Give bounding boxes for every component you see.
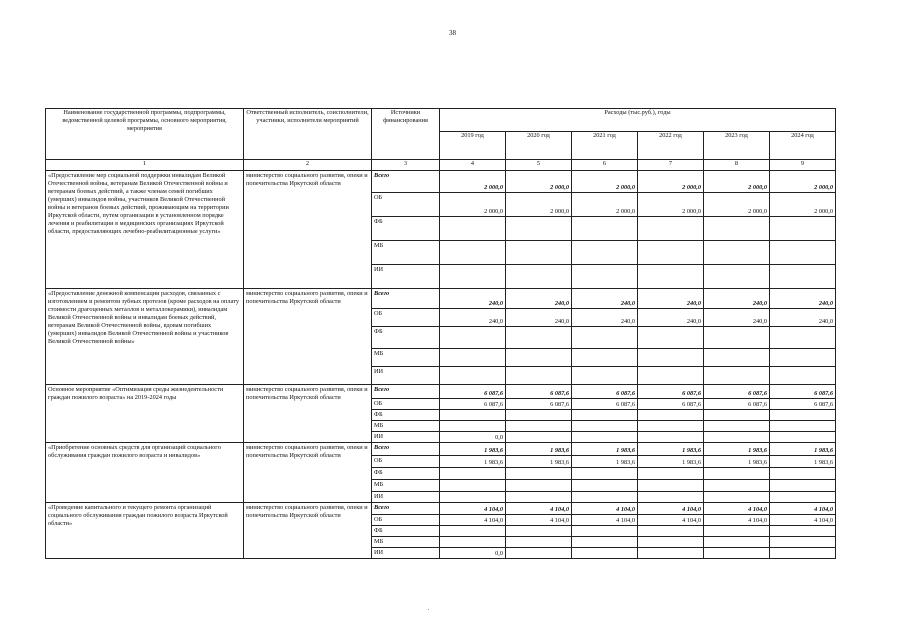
amount-cell: 240,0 xyxy=(770,289,836,309)
amount-cell xyxy=(770,468,836,480)
amount-cell: 4 104,0 xyxy=(770,515,836,526)
amount-cell xyxy=(440,421,506,432)
amount-cell xyxy=(572,241,638,265)
amount-cell xyxy=(638,468,704,480)
column-number: 2 xyxy=(244,160,372,171)
amount-cell: 2 000,0 xyxy=(770,193,836,217)
amount-cell: 2 000,0 xyxy=(770,171,836,193)
amount-cell xyxy=(440,492,506,503)
funding-source: ФБ xyxy=(372,217,440,241)
funding-source: ОБ xyxy=(372,515,440,526)
funding-source: ФБ xyxy=(372,410,440,421)
amount-cell: 6 087,6 xyxy=(572,399,638,410)
funding-source: МБ xyxy=(372,349,440,367)
funding-source: ИИ xyxy=(372,548,440,559)
amount-cell xyxy=(704,241,770,265)
amount-cell xyxy=(770,327,836,349)
amount-cell xyxy=(638,367,704,385)
amount-cell: 4 104,0 xyxy=(440,503,506,515)
amount-cell xyxy=(770,217,836,241)
amount-cell xyxy=(506,526,572,537)
funding-source: ФБ xyxy=(372,327,440,349)
amount-cell: 6 087,6 xyxy=(506,385,572,399)
amount-cell: 4 104,0 xyxy=(638,515,704,526)
amount-cell xyxy=(506,421,572,432)
amount-cell xyxy=(638,410,704,421)
amount-cell: 240,0 xyxy=(440,289,506,309)
amount-cell: 2 000,0 xyxy=(506,171,572,193)
amount-cell xyxy=(440,468,506,480)
amount-cell xyxy=(506,217,572,241)
amount-cell xyxy=(440,349,506,367)
funding-source: ОБ xyxy=(372,193,440,217)
amount-cell xyxy=(770,492,836,503)
amount-cell xyxy=(572,410,638,421)
amount-cell: 6 087,6 xyxy=(638,385,704,399)
amount-cell: 1 983,6 xyxy=(506,443,572,456)
amount-cell: 1 983,6 xyxy=(770,443,836,456)
amount-cell xyxy=(770,421,836,432)
column-number: 3 xyxy=(372,160,440,171)
amount-cell xyxy=(572,367,638,385)
page-number: 38 xyxy=(449,29,456,37)
column-number: 9 xyxy=(770,160,836,171)
amount-cell: 240,0 xyxy=(770,309,836,327)
amount-cell xyxy=(506,327,572,349)
funding-source: МБ xyxy=(372,241,440,265)
amount-cell xyxy=(638,537,704,548)
amount-cell: 240,0 xyxy=(638,289,704,309)
amount-cell xyxy=(704,537,770,548)
table-row xyxy=(46,385,836,399)
amount-cell xyxy=(638,265,704,289)
header-year: 2022 год xyxy=(638,132,704,160)
amount-cell xyxy=(704,349,770,367)
amount-cell xyxy=(506,432,572,443)
amount-cell: 240,0 xyxy=(704,289,770,309)
amount-cell xyxy=(638,492,704,503)
header-year: 2023 год xyxy=(704,132,770,160)
amount-cell xyxy=(506,468,572,480)
amount-cell: 240,0 xyxy=(506,309,572,327)
amount-cell xyxy=(704,432,770,443)
amount-cell: 0,0 xyxy=(440,548,506,559)
funding-source: МБ xyxy=(372,480,440,492)
column-numbers-row xyxy=(46,160,836,171)
amount-cell xyxy=(506,537,572,548)
responsible-executor: министерство социального развития, опеки и попечительства Иркутской области xyxy=(244,385,372,443)
amount-cell xyxy=(770,432,836,443)
amount-cell xyxy=(770,480,836,492)
funding-source: ИИ xyxy=(372,265,440,289)
amount-cell xyxy=(770,526,836,537)
amount-cell xyxy=(770,548,836,559)
header-row xyxy=(46,109,836,132)
amount-cell: 6 087,6 xyxy=(770,399,836,410)
financing-table xyxy=(45,108,836,559)
amount-cell: 6 087,6 xyxy=(440,385,506,399)
responsible-executor: министерство социального развития, опеки и попечительства Иркутской области xyxy=(244,289,372,385)
measure-name: «Проведение капитального и текущего ремонта организаций социального обслуживания граждан пожилого возраста Иркутской области» xyxy=(46,503,244,559)
amount-cell xyxy=(506,548,572,559)
amount-cell xyxy=(572,468,638,480)
amount-cell: 1 983,6 xyxy=(572,443,638,456)
amount-cell xyxy=(704,526,770,537)
amount-cell xyxy=(572,492,638,503)
funding-source: Всего xyxy=(372,443,440,456)
header-col-responsible: Ответственный исполнитель, соисполнители, участники, исполнители мероприятий xyxy=(244,109,372,160)
amount-cell: 2 000,0 xyxy=(638,193,704,217)
amount-cell: 2 000,0 xyxy=(704,171,770,193)
amount-cell xyxy=(770,367,836,385)
amount-cell: 6 087,6 xyxy=(572,385,638,399)
amount-cell: 4 104,0 xyxy=(506,515,572,526)
header-expenses: Расходы (тыс.руб.), годы xyxy=(440,109,836,132)
amount-cell: 6 087,6 xyxy=(704,399,770,410)
amount-cell xyxy=(440,410,506,421)
amount-cell: 4 104,0 xyxy=(704,503,770,515)
amount-cell: 6 087,6 xyxy=(770,385,836,399)
funding-source: МБ xyxy=(372,421,440,432)
amount-cell xyxy=(770,349,836,367)
header-year: 2020 год xyxy=(506,132,572,160)
amount-cell xyxy=(440,241,506,265)
amount-cell: 2 000,0 xyxy=(440,193,506,217)
amount-cell xyxy=(638,327,704,349)
column-number: 6 xyxy=(572,160,638,171)
amount-cell: 1 983,6 xyxy=(440,443,506,456)
amount-cell xyxy=(704,217,770,241)
funding-source: ФБ xyxy=(372,526,440,537)
amount-cell: 1 983,6 xyxy=(638,443,704,456)
amount-cell: 4 104,0 xyxy=(572,503,638,515)
amount-cell: 6 087,6 xyxy=(704,385,770,399)
header-col-sources: Источники финансирования xyxy=(372,109,440,160)
amount-cell: 240,0 xyxy=(572,289,638,309)
amount-cell: 2 000,0 xyxy=(506,193,572,217)
column-number: 5 xyxy=(506,160,572,171)
amount-cell: 1 983,6 xyxy=(506,456,572,468)
amount-cell xyxy=(704,327,770,349)
amount-cell xyxy=(638,480,704,492)
amount-cell xyxy=(638,217,704,241)
measure-name: Основное мероприятие «Оптимизация среды жизнедеятельности граждан пожилого возраста» на 2019-2024 годы xyxy=(46,385,244,443)
funding-source: ФБ xyxy=(372,468,440,480)
amount-cell xyxy=(572,217,638,241)
responsible-executor: министерство социального развития, опеки и попечительства Иркутской области xyxy=(244,443,372,503)
amount-cell: 2 000,0 xyxy=(638,171,704,193)
funding-source: ОБ xyxy=(372,399,440,410)
amount-cell xyxy=(506,241,572,265)
amount-cell xyxy=(572,480,638,492)
amount-cell: 4 104,0 xyxy=(704,515,770,526)
amount-cell: 240,0 xyxy=(440,309,506,327)
amount-cell: 6 087,6 xyxy=(440,399,506,410)
header-col-name: Наименование государственной программы, подпрограммы, ведомственной целевой программы, основного мероприятия, мероприятия xyxy=(46,109,244,160)
amount-cell xyxy=(572,432,638,443)
amount-cell xyxy=(440,537,506,548)
table-row xyxy=(46,289,836,309)
amount-cell xyxy=(638,432,704,443)
amount-cell xyxy=(572,421,638,432)
funding-source: Всего xyxy=(372,385,440,399)
column-number: 4 xyxy=(440,160,506,171)
amount-cell: 240,0 xyxy=(572,309,638,327)
amount-cell xyxy=(770,241,836,265)
scan-speck xyxy=(428,609,429,610)
header-year: 2024 год xyxy=(770,132,836,160)
funding-source: Всего xyxy=(372,289,440,309)
amount-cell xyxy=(638,349,704,367)
amount-cell: 0,0 xyxy=(440,432,506,443)
amount-cell xyxy=(704,367,770,385)
measure-name: «Предоставление мер социальной поддержки инвалидам Великой Отечественной войны, ветеранам Великой Отечественной войны и ветеранам боевых действий, а также членам семей погибших (умерших) инвалидов войны, участников Великой Отечественной войны и ветеранов боевых действий, проживающим на территории Иркутской области, путем организации в установленном порядке лечения и реабилитации в медицинских организациях Иркутской области, предоставляющих лечебно-реабилитационные услуги» xyxy=(46,171,244,289)
amount-cell: 240,0 xyxy=(638,309,704,327)
amount-cell xyxy=(440,217,506,241)
header-year: 2021 год xyxy=(572,132,638,160)
amount-cell: 240,0 xyxy=(704,309,770,327)
amount-cell xyxy=(506,367,572,385)
amount-cell: 1 983,6 xyxy=(704,443,770,456)
amount-cell xyxy=(506,410,572,421)
amount-cell xyxy=(506,265,572,289)
amount-cell xyxy=(638,548,704,559)
measure-name: «Предоставление денежной компенсации расходов, связанных с изготовлением и ремонтом зубных протезов (кроме расходов на оплату стоимости драгоценных металлов и металлокерамики), инвалидам Великой Отечественной войны и инвалидам боевых действий, ветеранам Великой Отечественной войны, вдовам погибших (умерших) инвалидов Великой Отечественной войны и участников Великой Отечественной войны» xyxy=(46,289,244,385)
amount-cell xyxy=(770,265,836,289)
amount-cell xyxy=(440,526,506,537)
amount-cell: 1 983,6 xyxy=(704,456,770,468)
amount-cell: 4 104,0 xyxy=(440,515,506,526)
amount-cell xyxy=(704,548,770,559)
amount-cell: 240,0 xyxy=(506,289,572,309)
amount-cell: 2 000,0 xyxy=(704,193,770,217)
amount-cell: 2 000,0 xyxy=(572,171,638,193)
header-year: 2019 год xyxy=(440,132,506,160)
funding-source: ОБ xyxy=(372,309,440,327)
responsible-executor: министерство социального развития, опеки и попечительства Иркутской области xyxy=(244,503,372,559)
amount-cell: 1 983,6 xyxy=(440,456,506,468)
amount-cell: 4 104,0 xyxy=(506,503,572,515)
amount-cell xyxy=(704,421,770,432)
amount-cell xyxy=(704,492,770,503)
table-row xyxy=(46,171,836,193)
funding-source: ИИ xyxy=(372,367,440,385)
funding-source: ОБ xyxy=(372,456,440,468)
table-row xyxy=(46,443,836,456)
amount-cell xyxy=(572,548,638,559)
amount-cell xyxy=(638,421,704,432)
amount-cell xyxy=(638,241,704,265)
column-number: 7 xyxy=(638,160,704,171)
amount-cell: 1 983,6 xyxy=(770,456,836,468)
amount-cell: 4 104,0 xyxy=(572,515,638,526)
amount-cell xyxy=(506,480,572,492)
funding-source: МБ xyxy=(372,537,440,548)
amount-cell xyxy=(506,492,572,503)
amount-cell xyxy=(638,526,704,537)
amount-cell: 6 087,6 xyxy=(506,399,572,410)
amount-cell: 1 983,6 xyxy=(572,456,638,468)
column-number: 1 xyxy=(46,160,244,171)
funding-source: Всего xyxy=(372,503,440,515)
amount-cell: 4 104,0 xyxy=(770,503,836,515)
funding-source: ИИ xyxy=(372,492,440,503)
amount-cell xyxy=(440,327,506,349)
table-row xyxy=(46,503,836,515)
funding-source: Всего xyxy=(372,171,440,193)
measure-name: «Приобретение основных средств для организаций социального обслуживания граждан пожилого возраста и инвалидов» xyxy=(46,443,244,503)
column-number: 8 xyxy=(704,160,770,171)
amount-cell: 2 000,0 xyxy=(440,171,506,193)
amount-cell xyxy=(770,537,836,548)
amount-cell xyxy=(572,537,638,548)
amount-cell xyxy=(704,468,770,480)
funding-source: ИИ xyxy=(372,432,440,443)
amount-cell: 4 104,0 xyxy=(638,503,704,515)
amount-cell xyxy=(440,480,506,492)
amount-cell xyxy=(572,349,638,367)
amount-cell xyxy=(704,480,770,492)
amount-cell xyxy=(440,367,506,385)
amount-cell: 2 000,0 xyxy=(572,193,638,217)
amount-cell: 6 087,6 xyxy=(638,399,704,410)
amount-cell xyxy=(704,265,770,289)
amount-cell xyxy=(506,349,572,367)
amount-cell xyxy=(572,327,638,349)
responsible-executor: министерство социального развития, опеки и попечительства Иркутской области xyxy=(244,171,372,289)
amount-cell xyxy=(572,526,638,537)
amount-cell xyxy=(572,265,638,289)
amount-cell xyxy=(440,265,506,289)
amount-cell: 1 983,6 xyxy=(638,456,704,468)
amount-cell xyxy=(704,410,770,421)
amount-cell xyxy=(770,410,836,421)
